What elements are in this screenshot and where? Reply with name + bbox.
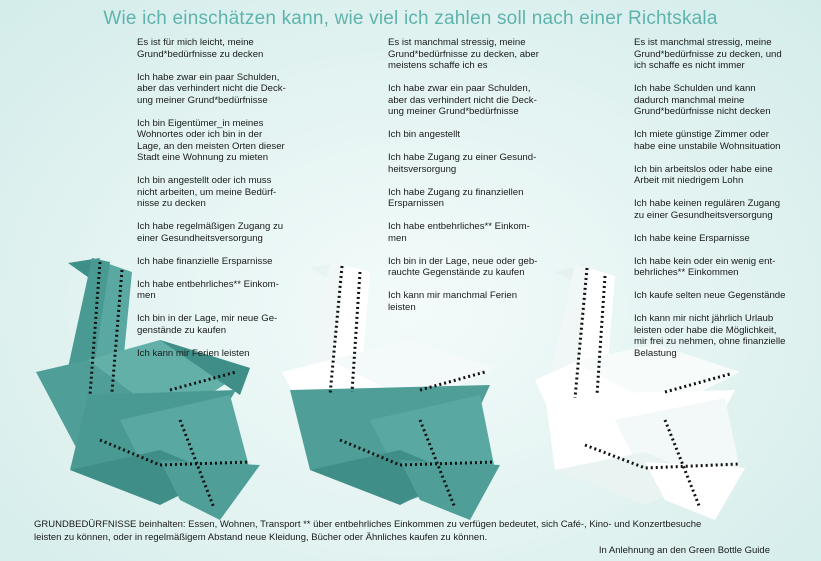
list-item: Ich bin angestellt oder ich muss nicht arbeiten, um meine Bedürf- nisse zu decken — [137, 175, 277, 209]
column-middle — [388, 37, 568, 325]
list-item: Es ist für mich leicht, meine Grund*bedürfnisse zu decken — [137, 37, 264, 60]
list-item: Ich miete günstige Zimmer oder habe eine unstabile Wohnsituation — [634, 129, 781, 152]
list-item: Ich habe entbehrliches** Einkom- men — [137, 278, 279, 301]
list-item: Ich habe Schulden und kann dadurch manchmal meine Grund*bedürfnisse nicht decken — [634, 83, 771, 117]
footnote-line-2: leisten zu können, oder in regelmäßigem Abstand neue Kleidung, Bücher oder Ähnliches kaufen zu können. — [34, 532, 488, 543]
list-item: Es ist manchmal stressig, meine Grund*bedürfnisse zu decken, aber meistens schaffe ich es — [388, 37, 539, 71]
list-item: Ich habe keine Ersparnisse — [634, 232, 750, 244]
footnote-line-1: GRUNDBEDÜRFNISSE beinhalten: Essen, Wohnen, Transport ** über entbehrliches Einkommen zu verfügen bedeutet, sich Café-, Kino- und Konzertbesuche — [34, 519, 702, 530]
list-item: Ich bin arbeitslos oder habe eine Arbeit mit niedrigem Lohn — [634, 163, 773, 186]
column-low — [634, 37, 814, 371]
list-item: Ich kaufe selten neue Gegenstände — [634, 290, 786, 301]
list-item: Ich habe regelmäßigen Zugang zu einer Gesundheitsversorgung — [137, 221, 284, 244]
list-item: Ich habe Zugang zu finanziellen Ersparnissen — [388, 186, 524, 209]
list-item: Ich bin in der Lage, mir neue Ge- genstände zu kaufen — [137, 313, 278, 336]
list-item: Ich kann mir manchmal Ferien leisten — [388, 290, 518, 313]
list-item: Ich kann mir Ferien leisten — [137, 347, 250, 359]
list-item: Ich bin in der Lage, neue oder geb- rauchte Gegenstände zu kaufen — [388, 255, 538, 278]
list-item: Ich kann mir nicht jährlich Urlaub leisten oder habe die Möglichkeit, mir frei zu nehmen, ohne finanzielle Belastung — [634, 313, 786, 359]
list-item: Ich habe zwar ein paar Schulden, aber das verhindert nicht die Deck- ung meiner Grund*bedürfnisse — [137, 71, 286, 106]
source-credit: In Anlehnung an den Green Bottle Guide — [598, 545, 770, 556]
list-item: Ich habe Zugang zu einer Gesund- heitsversorgung — [388, 152, 537, 175]
column-affluent — [137, 37, 312, 371]
list-item: Ich habe keinen regulären Zugang zu einer Gesundheitsversorgung — [634, 198, 781, 221]
list-item: Ich bin angestellt — [388, 129, 460, 140]
list-item: Ich bin Eigentümer_in meines Wohnortes oder ich bin in der Lage, an den meisten Orten dieser Stadt eine Wohnung zu mieten — [137, 117, 285, 163]
list-item: Ich habe finanzielle Ersparnisse — [137, 255, 273, 267]
list-item: Ich habe kein oder ein wenig ent- behrliches** Einkommen — [634, 255, 776, 278]
page-title: Wie ich einschätzen kann, wie viel ich zahlen soll nach einer Richtskala — [103, 8, 718, 29]
list-item: Es ist manchmal stressig, meine Grund*bedürfnisse zu decken, und ich schaffe es nicht immer — [634, 37, 782, 71]
list-item: Ich habe zwar ein paar Schulden, aber das verhindert nicht die Deck- ung meiner Grund*bedürfnisse — [388, 83, 537, 117]
list-item: Ich habe entbehrliches** Einkom- men — [388, 221, 530, 244]
